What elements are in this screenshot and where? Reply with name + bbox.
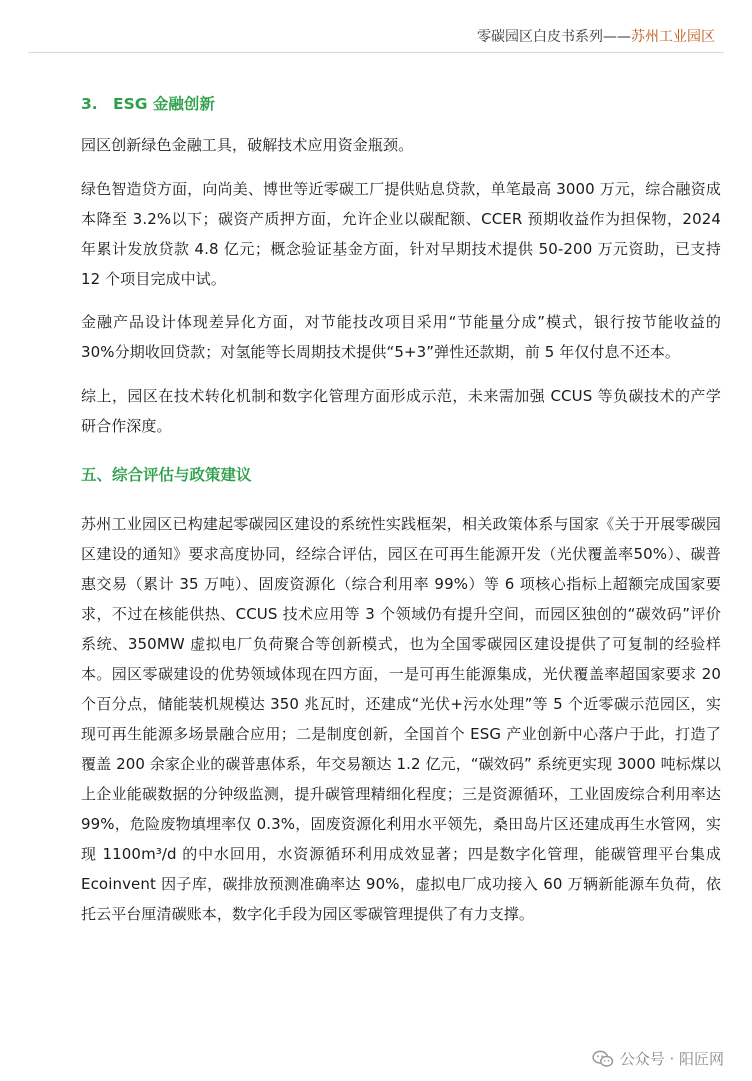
paragraph-evaluation: 苏州工业园区已构建起零碳园区建设的系统性实践框架，相关政策体系与国家《关于开展零碳园区建设的通知》要求高度协同，经综合评估，园区在可再生能源开发（光伏覆盖率50%）、碳普惠交易（累计 35 万吨）、固废资源化（综合利用率 99%）等 6 项核心指标上超额完成国家要求，不过在核能供热、CCUS 技术应用等 3 个领域仍有提升空间，而园区独创的“碳效码”评价系统、350MW 虚拟电厂负荷聚合等创新模式，也为全国零碳园区建设提供了可复制的经验样本。园区零碳建设的优势领域体现在四方面，一是可再生能源集成，光伏覆盖率超国家要求 20 个百分点，储能装机规模达 350 兆瓦时，还建成“光伏+污水处理”等 5 个近零碳示范园区，实现可再生能源多场景融合应用；二是制度创新，全国首个 ESG 产业创新中心落户于此，打造了覆盖 200 余家企业的碳普惠体系，年交易额达 1.2 亿元，“碳效码” 系统更实现 3000 吨标煤以上企业能碳数据的分钟级监测，提升碳管理精细化程度；三是资源循环，工业固废综合利用率达 99%，危险废物填埋率仅 0.3%，固废资源化利用水平领先，桑田岛片区还建成再生水管网，实现 1100m³/d 的中水回用，水资源循环利用成效显著；四是数字化管理，能碳管理平台集成 Ecoinvent 因子库，碳排放预测准确率达 90%，虚拟电厂成功接入 60 万辆新能源车负荷，依托云平台厘清碳账本，数字化手段为园区零碳管理提供了有力支撑。 — [81, 515, 721, 923]
paragraph-differentiation: 金融产品设计体现差异化方面，对节能技改项目采用“节能量分成”模式，银行按节能收益的 30%分期收回贷款；对氢能等长周期技术提供“5+3”弹性还款期，前 5 年仅付息不还本。 — [81, 313, 721, 361]
paragraph-intro: 园区创新绿色金融工具，破解技术应用资金瓶颈。 — [81, 136, 414, 154]
page-content — [81, 90, 721, 929]
header-park-name: 苏州工业园区 — [631, 29, 715, 45]
wechat-icon — [592, 1050, 614, 1068]
section-3-title: ESG 金融创新 — [113, 95, 215, 113]
section-3-number: 3. — [81, 95, 98, 113]
paragraph-green-finance: 绿色智造贷方面，向尚美、博世等近零碳工厂提供贴息贷款，单笔最高 3000 万元，综合融资成本降至 3.2%以下；碳资产质押方面，允许企业以碳配额、CCER 预期收益作为担保物，2024 年累计发放贷款 4.8 亿元；概念验证基金方面，针对早期技术提供 50-200 万元资助，已支持 12 个项目完成中试。 — [81, 180, 721, 288]
header-divider — [28, 52, 724, 53]
paragraph-summary: 综上，园区在技术转化机制和数字化管理方面形成示范，未来需加强 CCUS 等负碳技术的产学研合作深度。 — [81, 387, 721, 435]
section-3-heading — [81, 90, 721, 118]
header-series: 零碳园区白皮书系列—— — [477, 29, 631, 45]
watermark-text: 公众号 · 阳匠网 — [619, 1050, 724, 1068]
running-header — [477, 26, 715, 46]
section-5-heading: 五、综合评估与政策建议 — [81, 466, 252, 484]
watermark — [592, 1048, 724, 1069]
